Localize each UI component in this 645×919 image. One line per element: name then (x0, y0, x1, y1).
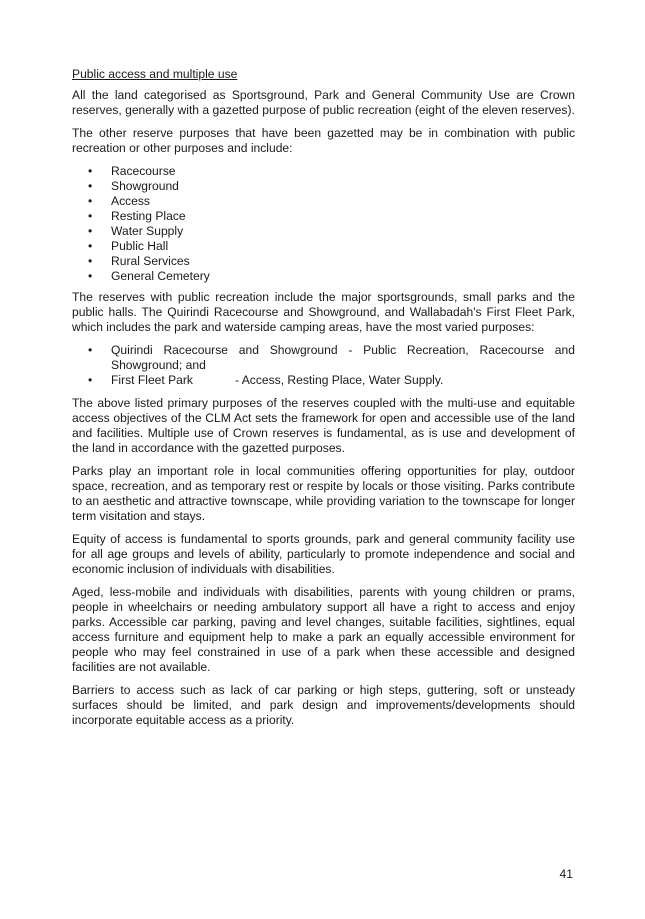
bullet-icon: • (88, 254, 93, 268)
paragraph-equity-of-access: Equity of access is fundamental to sports grounds, park and general community facility use for all age groups and levels of ability, particularly to promote independence and social and economic inclusion of individuals with disabilities. (72, 532, 575, 576)
paragraph-accessibility: Aged, less-mobile and individuals with disabilities, parents with young children or prams, people in wheelchairs or needing ambulatory support all have a right to access and enjoy parks. Accessible car parking, paving and level changes, suitable facilities, sightlines, equal access furniture and equipment help to make a park an equally accessible environment for people who may feel constrained in use of a park when these accessible and designed facilities are not available. (72, 585, 575, 674)
paragraph-barriers: Barriers to access such as lack of car parking or high steps, guttering, soft or unsteady surfaces should be limited, and park design and improvements/developments should incorporate equitable access as a priority. (72, 683, 575, 727)
bullet-icon: • (88, 269, 93, 283)
list-item: • Racecourse (88, 164, 176, 178)
paragraph-clm-act: The above listed primary purposes of the reserves coupled with the multi-use and equitable access objectives of the CLM Act sets the framework for open and accessible use of the land and facilities. Multiple use of Crown reserves is fundamental, as is use and development of the land in accordance with the gazetted purposes. (72, 396, 575, 455)
paragraph-parks-role: Parks play an important role in local communities offering opportunities for play, outdoor space, recreation, and as temporary rest or respite by locals or those visiting. Parks contribute to an aesthetic and attractive townscape, while providing variation to the townscape for longer term visitation and stays. (72, 464, 575, 523)
list-item: • General Cemetery (88, 269, 210, 283)
document-page (72, 67, 575, 736)
varied-purposes-list (72, 343, 575, 388)
first-fleet-park-name: First Fleet Park (111, 373, 193, 387)
bullet-icon: • (88, 373, 93, 387)
bullet-icon: • (88, 224, 93, 238)
paragraph-public-recreation: The reserves with public recreation include the major sportsgrounds, small parks and the public halls. The Quirindi Racecourse and Showground, and Wallabadah's First Fleet Park, which includes the park and waterside camping areas, have the most varied purposes: (72, 290, 575, 334)
bullet-icon: • (88, 209, 93, 223)
list-item: • Access (88, 194, 150, 208)
purposes-list (72, 164, 575, 284)
bullet-icon: • (88, 343, 93, 357)
first-fleet-park-detail: - Access, Resting Place, Water Supply. (235, 373, 444, 387)
paragraph-other-purposes: The other reserve purposes that have been gazetted may be in combination with public recreation or other purposes and include: (72, 126, 575, 155)
list-item (72, 373, 575, 388)
bullet-icon: • (88, 164, 93, 178)
bullet-icon: • (88, 239, 93, 253)
paragraph-crown-reserves: All the land categorised as Sportsground, Park and General Community Use are Crown reserves, generally with a gazetted purpose of public recreation (eight of the eleven reserves). (72, 88, 575, 117)
section-heading: Public access and multiple use (72, 67, 238, 81)
list-item: • Resting Place (88, 209, 186, 223)
bullet-icon: • (88, 179, 93, 193)
list-item: • Quirindi Racecourse and Showground - Public Recreation, Racecourse and Showground; and (88, 343, 575, 372)
list-item: • Rural Services (88, 254, 190, 268)
list-item: • Showground (88, 179, 179, 193)
bullet-icon: • (88, 194, 93, 208)
list-item: • Water Supply (88, 224, 184, 238)
page-number: 41 (559, 867, 573, 881)
list-item: • Public Hall (88, 239, 169, 253)
